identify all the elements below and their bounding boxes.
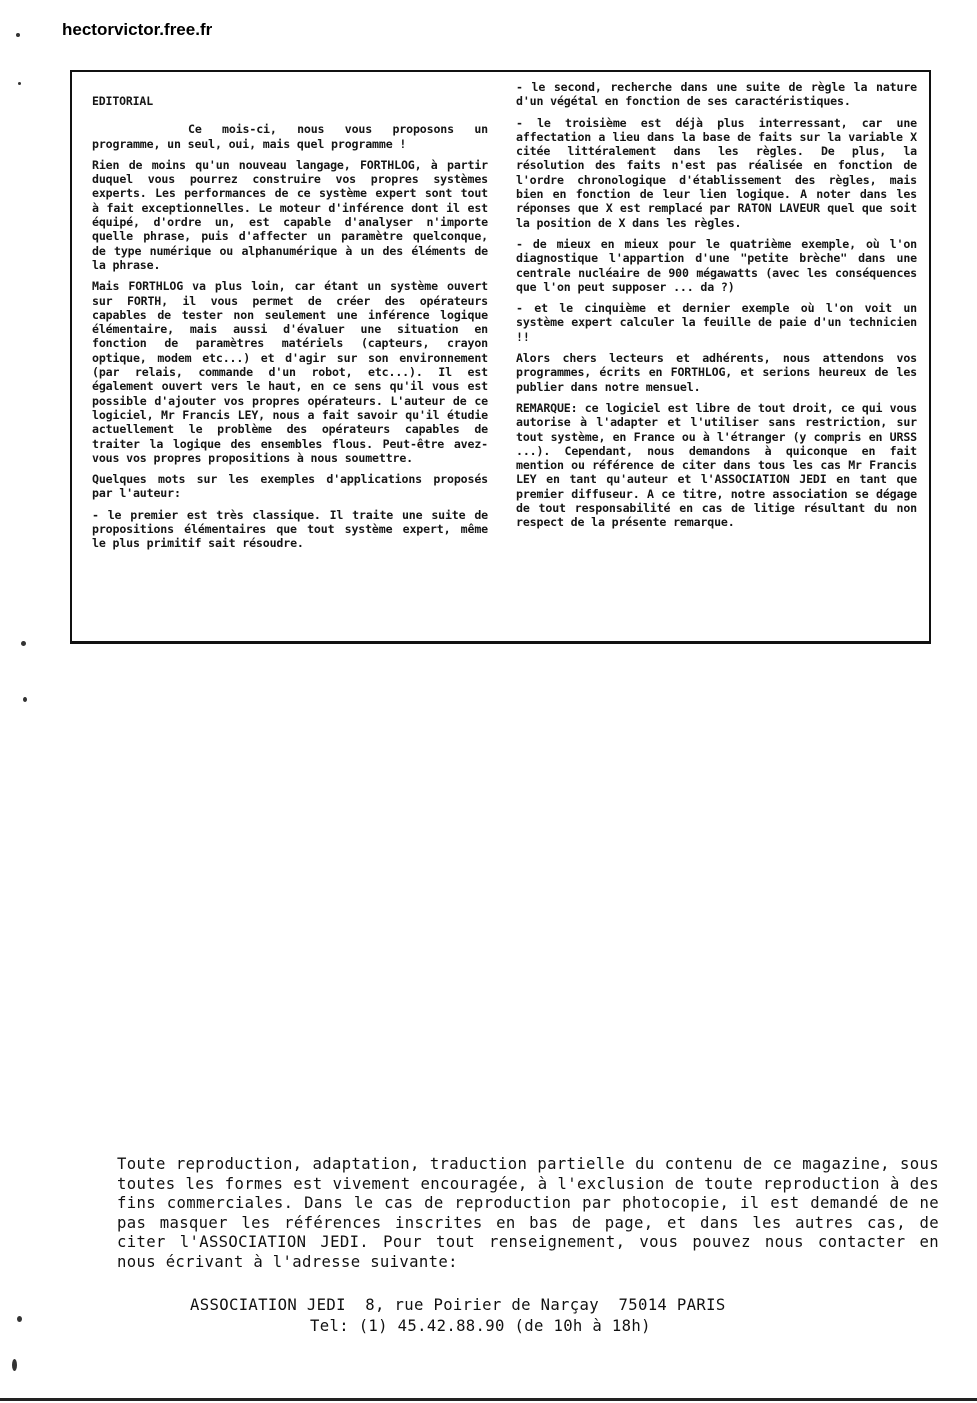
- editorial-paragraph: - le troisième est déjà plus interressant, car une affectation a lieu dans la base de faits sur la variable X citée littéralement dans les règles. De plus, la résolution des faits n'est pas réalisée en fonction de l'ordre chronologique d'établissement des règles, mais bien en fonction de leur lien logique. A noter dans les réponses que X est remplacé par RATON LAVEUR quel que soit la position de X dans les règles.: [516, 115, 917, 230]
- editorial-left-column: [92, 94, 488, 558]
- page-bottom-rule: [0, 1398, 977, 1401]
- scan-speck: [12, 1359, 17, 1371]
- scan-speck: [21, 641, 26, 646]
- editorial-paragraph: - de mieux en mieux pour le quatrième exemple, où l'on diagnostique l'appartion d'une "petite brèche" dans une centrale nucléaire de 900 mégawatts (avec les conséquences que l'on peut supposer ... da ?): [516, 236, 917, 294]
- editorial-paragraph: - et le cinquième et dernier exemple où l'on voit un système expert calculer la feuille de paie d'un technicien !!: [516, 301, 917, 344]
- editorial-paragraph: Alors chers lecteurs et adhérents, nous attendons vos programmes, écrits en FORTHLOG, et serions heureux de les publier dans notre mensuel.: [516, 351, 917, 394]
- scan-speck: [16, 33, 20, 37]
- notice-text: Toute reproduction, adaptation, traduction partielle du contenu de ce magazine, sous toutes les formes est vivement encouragée, à l'exclusion de toute reproduction à des fins commerciales. Dans le cas de reproduction par photocopie, il est demandé de ne pas masquer les références inscrites en bas de page, et dans les autres cas, de citer l'ASSOCIATION JEDI. Pour tout renseignement, vous pouvez nous contacter en nous écrivant à l'adresse suivante:: [117, 1155, 939, 1271]
- editorial-remark: REMARQUE: ce logiciel est libre de tout droit, ce qui vous autorise à l'adapter et l'utiliser sans restriction, sur tout système, en France ou à l'étranger (y compris en URSS ...). Cependant, nous demandons à quiconque en fait mention ou référence de citer dans tous les cas Mr Francis LEY en tant qu'auteur et l'ASSOCIATION JEDI en tant que premier diffuseur. A ce titre, notre association se dégage de tout responsabilité en cas de litige résultant du non respect de la présente remarque.: [516, 400, 917, 530]
- reproduction-notice: [117, 1155, 939, 1273]
- editorial-paragraph: Rien de moins qu'un nouveau langage, FORTHLOG, à partir duquel vous pourrez construire vos propres systèmes experts. Les performances de ce système expert sont tout à fait exceptionnelles. Le moteur d'inférence dont il est équipé, d'ordre un, est capable d'analyser n'importe quelle phrase, puis d'affecter un paramètre quelconque, de type numérique ou alphanumérique à un des éléments de la phrase.: [92, 157, 488, 272]
- scan-speck: [23, 697, 27, 702]
- site-url: hectorvictor.free.fr: [62, 20, 213, 39]
- editorial-paragraph: Quelques mots sur les exemples d'applications proposés par l'auteur:: [92, 472, 488, 501]
- editorial-paragraph: - le second, recherche dans une suite de règle la nature d'un végétal en fonction de ses caractéristiques.: [516, 80, 917, 109]
- scan-speck: [18, 82, 21, 85]
- editorial-heading: EDITORIAL: [92, 94, 153, 108]
- editorial-right-column: [516, 80, 917, 537]
- editorial-paragraph: Mais FORTHLOG va plus loin, car étant un système ouvert sur FORTH, il vous permet de créer des opérateurs capables de tester non seulement une inférence logique élémentaire, mais aussi d'évaluer une situation en fonction de paramètres matériels (capteurs, crayon optique, modem etc...) et d'agir sur son environnement (par relais, commande d'un robot, etc...). Il est également ouvert vers le haut, en ce sens qu'il vous est possible d'ajouter vos propres opérateurs. L'auteur de ce logiciel, Mr Francis LEY, nous a fait savoir qu'il étudie actuellement le problème des opérateurs capables de traiter la logique des ensembles flous. Peut-être avez-vous vos propres propositions à nous soumettre.: [92, 279, 488, 465]
- association-phone: Tel: (1) 45.42.88.90 (de 10h à 18h): [310, 1317, 651, 1335]
- scan-speck: [17, 1316, 22, 1322]
- editorial-frame: [70, 70, 931, 644]
- association-address: ASSOCIATION JEDI 8, rue Poirier de Narçay 75014 PARIS: [190, 1296, 726, 1314]
- editorial-paragraph: Ce mois-ci, nous vous proposons un programme, un seul, oui, mais quel programme !: [92, 122, 488, 151]
- editorial-paragraph: - le premier est très classique. Il traite une suite de propositions élémentaires que tout système expert, même le plus primitif sait résoudre.: [92, 507, 488, 551]
